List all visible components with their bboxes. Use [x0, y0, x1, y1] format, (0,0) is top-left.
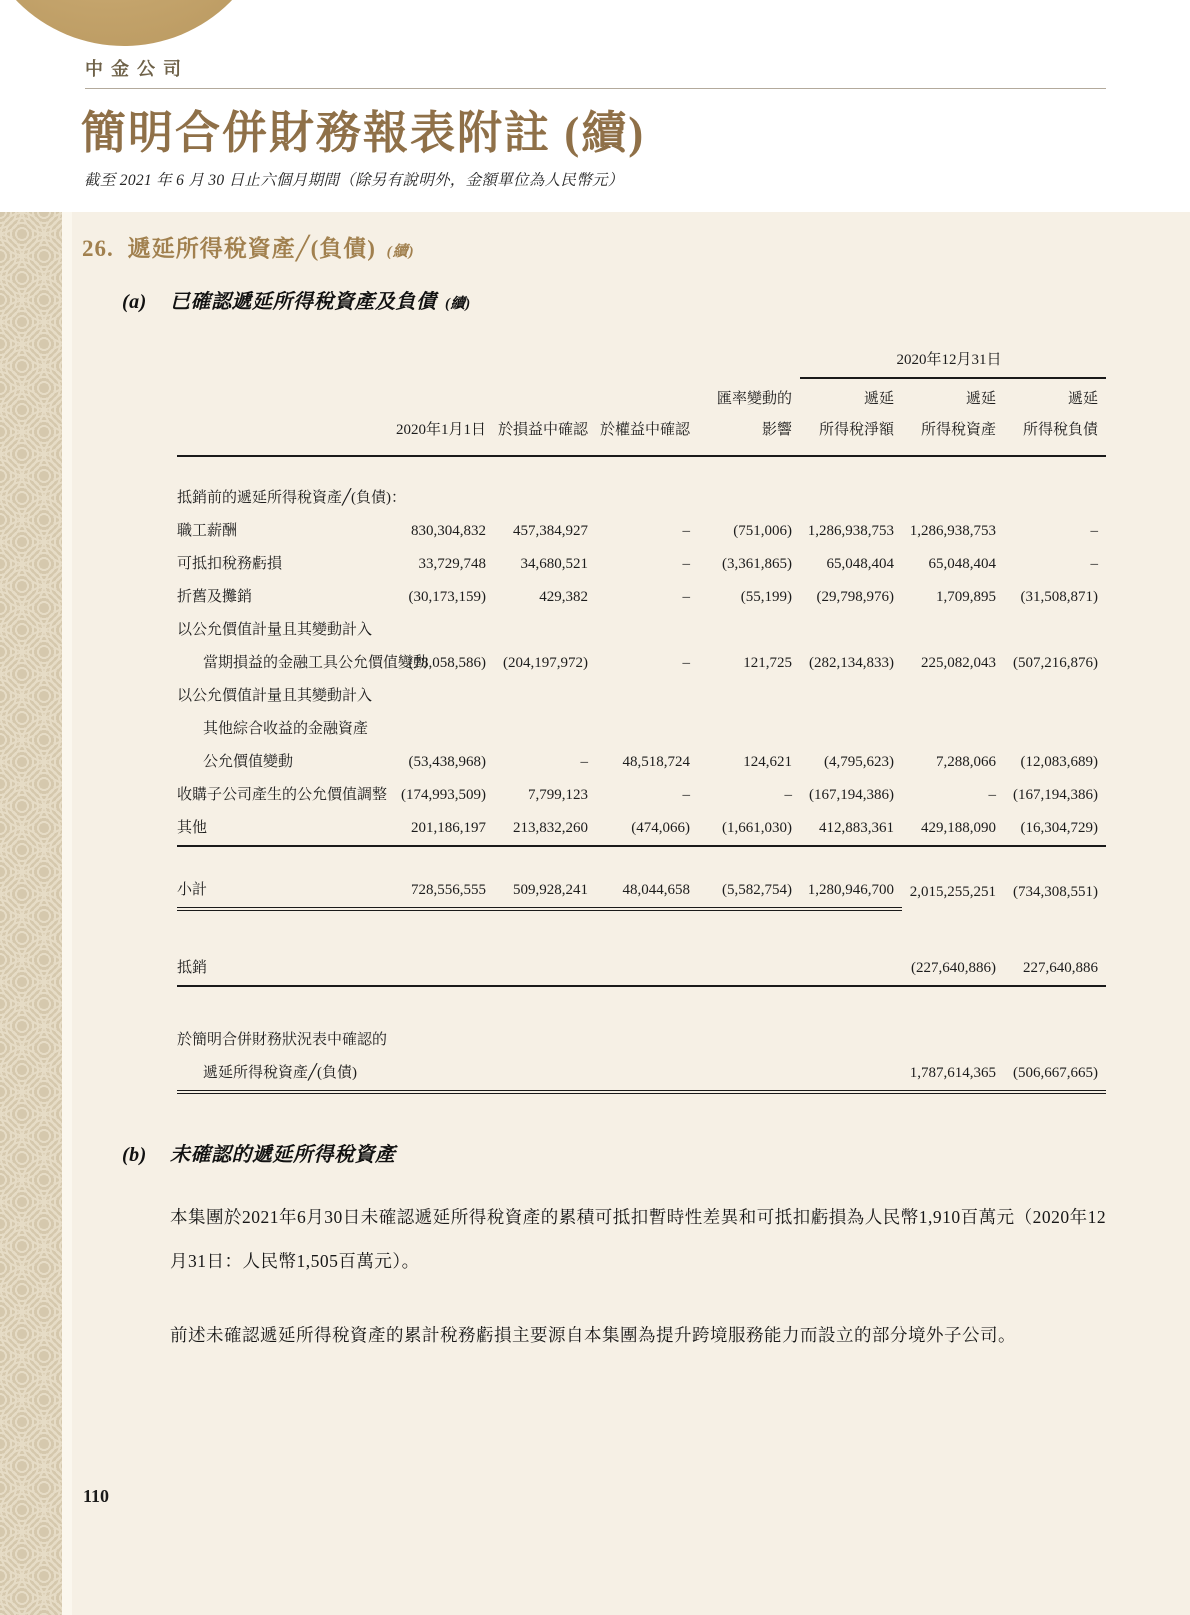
cell-value: –: [1090, 523, 1099, 539]
cell-value: [392, 909, 494, 986]
document-subtitle: 截至 2021 年 6 月 30 日止六個月期間（除另有說明外，金額單位為人民幣元）: [84, 172, 624, 189]
row-label: 其他: [177, 812, 392, 846]
company-logo-circle: [0, 0, 274, 46]
cell-value: [800, 713, 902, 746]
cell-value: [1004, 614, 1106, 647]
cell-value: [392, 1057, 494, 1092]
col-header-deferred-tax-liabilities: 遞延 所得稅負債: [1004, 378, 1106, 456]
cell-value: –: [682, 655, 690, 671]
cell-value: 1,286,938,753: [807, 523, 895, 539]
cell-value: (78,058,586): [408, 655, 486, 671]
cell-value: [596, 713, 698, 746]
col-header-fx-effect: 匯率變動的 影響: [698, 378, 800, 456]
cell-value: 225,082,043: [921, 655, 997, 671]
cell-value: (12,083,689): [1020, 754, 1099, 770]
cell-value: 830,304,832: [411, 523, 486, 539]
cell-value: (4,795,623): [824, 754, 895, 770]
subsection-a-heading: [122, 285, 1190, 314]
col-header-jan1: 2020年1月1日: [392, 378, 494, 456]
row-label: 折舊及攤銷: [177, 589, 253, 605]
cell-value: (55,199): [740, 589, 793, 605]
table-row: [177, 680, 1106, 713]
row-label: 以公允價值計量且其變動計入: [177, 622, 373, 638]
cell-value: [494, 680, 596, 713]
table-row: [177, 846, 1106, 909]
cell-value: –: [580, 754, 588, 770]
cell-value: [596, 909, 698, 986]
cell-value: [902, 614, 1004, 647]
table-row: [177, 1057, 1106, 1092]
table-row: [177, 581, 1106, 614]
cell-value: 227,640,886: [1004, 909, 1106, 986]
cell-value: [494, 456, 596, 515]
section-continued-marker: (續): [386, 244, 415, 260]
cell-value: 34,680,521: [520, 556, 588, 572]
paragraph-unrecognised-dta-2: 前述未確認遞延所得稅資產的累計稅務虧損主要源自本集團為提升跨境服務能力而設立的部分境外子公司。: [170, 1325, 1016, 1345]
row-label: 小計: [177, 846, 392, 909]
cell-value: (282,134,833): [809, 655, 895, 671]
cell-value: [596, 614, 698, 647]
cell-value: [800, 909, 902, 986]
cell-value: 124,621: [743, 754, 793, 770]
page-number: 110: [83, 1486, 110, 1506]
cell-value: [596, 456, 698, 515]
cell-value: (204,197,972): [503, 655, 588, 671]
cell-value: –: [988, 787, 997, 803]
cell-value: –: [682, 556, 690, 572]
cell-value: [800, 456, 902, 515]
cell-value: (734,308,551): [1013, 884, 1099, 900]
table-row: [177, 515, 1106, 548]
cell-value: (31,508,871): [1020, 589, 1099, 605]
cell-value: [902, 680, 1004, 713]
cell-value: 7,799,123: [528, 787, 588, 803]
cell-value: (30,173,159): [408, 589, 486, 605]
cell-value: 65,048,404: [826, 556, 895, 572]
cell-value: 33,729,748: [418, 556, 486, 572]
subsection-a-title: 已確認遞延所得稅資產及負債: [170, 291, 437, 313]
table-row: [177, 909, 1106, 986]
cell-value: [698, 909, 800, 986]
cell-value: 65,048,404: [928, 556, 997, 572]
table-column-header-row: [177, 378, 1106, 456]
cell-value: [596, 986, 698, 1057]
cell-value: 1,787,614,365: [902, 1057, 1004, 1092]
cell-value: 1,286,938,753: [909, 523, 997, 539]
cell-value: [596, 1057, 698, 1092]
table-row: [177, 812, 1106, 846]
row-label: 其他綜合收益的金融資產: [203, 721, 369, 737]
cell-value: 121,725: [743, 655, 793, 671]
cell-value: 7,288,066: [936, 754, 997, 770]
cell-value: 2,015,255,251: [909, 884, 997, 900]
cell-value: –: [682, 787, 690, 803]
cell-value: [494, 1057, 596, 1092]
cell-value: [494, 713, 596, 746]
table-row: [177, 986, 1106, 1057]
cell-value: (16,304,729): [1004, 812, 1106, 846]
row-label: 職工薪酬: [177, 523, 238, 539]
cell-value: [494, 986, 596, 1057]
cell-value: (5,582,754): [698, 846, 800, 909]
cell-value: 509,928,241: [494, 846, 596, 909]
cell-value: [494, 909, 596, 986]
cell-value: [392, 456, 494, 515]
cell-value: (474,066): [596, 812, 698, 846]
main-content: [0, 212, 1190, 1357]
cell-value: [800, 986, 902, 1057]
cell-value: [1004, 680, 1106, 713]
table-row: [177, 548, 1106, 581]
col-header-net-deferred-tax: 遞延 所得稅淨額: [800, 378, 902, 456]
subsection-a-label: (a): [122, 291, 147, 313]
cell-value: 1,709,895: [936, 589, 997, 605]
cell-value: 48,518,724: [622, 754, 690, 770]
cell-value: –: [784, 787, 793, 803]
cell-value: [596, 680, 698, 713]
cell-value: [800, 680, 902, 713]
cell-value: [800, 1057, 902, 1092]
paragraph-unrecognised-dta-1: 本集團於2021年6月30日未確認遞延所得稅資產的累積可抵扣暫時性差異和可抵扣虧損為人民幣1,910百萬元（2020年12月31日：人民幣1,505百萬元）。: [170, 1207, 1107, 1271]
cell-value: (174,993,509): [401, 787, 486, 803]
row-label: 當期損益的金融工具公允價值變動: [203, 655, 429, 671]
cell-value: (3,361,865): [722, 556, 793, 572]
cell-value: [392, 614, 494, 647]
table-group-header-row: [177, 344, 1106, 378]
cell-value: 1,280,946,700: [800, 846, 902, 909]
row-label: 遞延所得稅資產╱(負債): [177, 1057, 392, 1092]
col-header-profit-loss: 於損益中確認: [494, 378, 596, 456]
cell-value: [698, 986, 800, 1057]
deferred-tax-table: [177, 344, 1106, 1094]
document-title: 簡明合併財務報表附註 (續): [81, 108, 646, 158]
cell-value: (53,438,968): [408, 754, 486, 770]
table-row: [177, 779, 1106, 812]
cell-value: (507,216,876): [1013, 655, 1099, 671]
cell-value: [698, 456, 800, 515]
cell-value: [698, 713, 800, 746]
row-label: 於簡明合併財務狀況表中確認的: [177, 1032, 388, 1048]
cell-value: (751,006): [733, 523, 793, 539]
cell-value: (506,667,665): [1004, 1057, 1106, 1092]
cell-value: –: [682, 589, 690, 605]
cell-value: 457,384,927: [513, 523, 588, 539]
row-label: 抵銷前的遞延所得稅資產╱(負債)：: [177, 490, 407, 506]
table-row: [177, 746, 1106, 779]
cell-value: (167,194,386): [1013, 787, 1099, 803]
table-row: [177, 456, 1106, 515]
subsection-b-label: (b): [122, 1144, 147, 1166]
cell-value: 201,186,197: [392, 812, 494, 846]
section-title: 遞延所得稅資產╱(負債): [127, 236, 376, 261]
header-divider: [85, 88, 1106, 89]
cell-value: [1004, 456, 1106, 515]
subsection-b-heading: [122, 1138, 1190, 1167]
cell-value: (167,194,386): [809, 787, 895, 803]
cell-value: [1004, 713, 1106, 746]
subsection-b-title: 未確認的遞延所得稅資產: [170, 1144, 396, 1166]
subsection-a-continued-marker: (續): [445, 296, 471, 312]
cell-value: –: [682, 523, 690, 539]
col-header-deferred-tax-assets: 遞延 所得稅資產: [902, 378, 1004, 456]
cell-value: [494, 614, 596, 647]
row-label: 以公允價值計量且其變動計入: [177, 688, 373, 704]
cell-value: [698, 614, 800, 647]
cell-value: [902, 713, 1004, 746]
cell-value: [392, 680, 494, 713]
cell-value: [392, 713, 494, 746]
cell-value: 48,044,658: [596, 846, 698, 909]
brand-name: 中金公司: [85, 59, 189, 79]
cell-value: 429,382: [539, 589, 588, 605]
row-label: 公允價值變動: [203, 754, 294, 770]
table-row: [177, 647, 1106, 680]
table-row: [177, 713, 1106, 746]
cell-value: 213,832,260: [494, 812, 596, 846]
table-row: [177, 614, 1106, 647]
row-label: 可抵扣稅務虧損: [177, 556, 283, 572]
section-number: 26.: [82, 236, 114, 261]
group-header-2020-12-31: 2020年12月31日: [800, 344, 1106, 378]
cell-value: [800, 614, 902, 647]
row-label: 收購子公司產生的公允價值調整: [177, 787, 388, 803]
cell-value: (1,661,030): [698, 812, 800, 846]
cell-value: [698, 680, 800, 713]
cell-value: 412,883,361: [800, 812, 902, 846]
cell-value: (29,798,976): [816, 589, 895, 605]
cell-value: [698, 1057, 800, 1092]
cell-value: (227,640,886): [902, 909, 1004, 986]
cell-value: 728,556,555: [392, 846, 494, 909]
cell-value: [902, 456, 1004, 515]
cell-value: 429,188,090: [902, 812, 1004, 846]
page-header: [0, 0, 1190, 212]
cell-value: –: [1090, 556, 1099, 572]
section-26-heading: [82, 212, 1190, 263]
row-label: 抵銷: [177, 909, 392, 986]
col-header-equity: 於權益中確認: [596, 378, 698, 456]
cell-value: [1004, 986, 1106, 1057]
cell-value: [392, 986, 494, 1057]
cell-value: [902, 986, 1004, 1057]
